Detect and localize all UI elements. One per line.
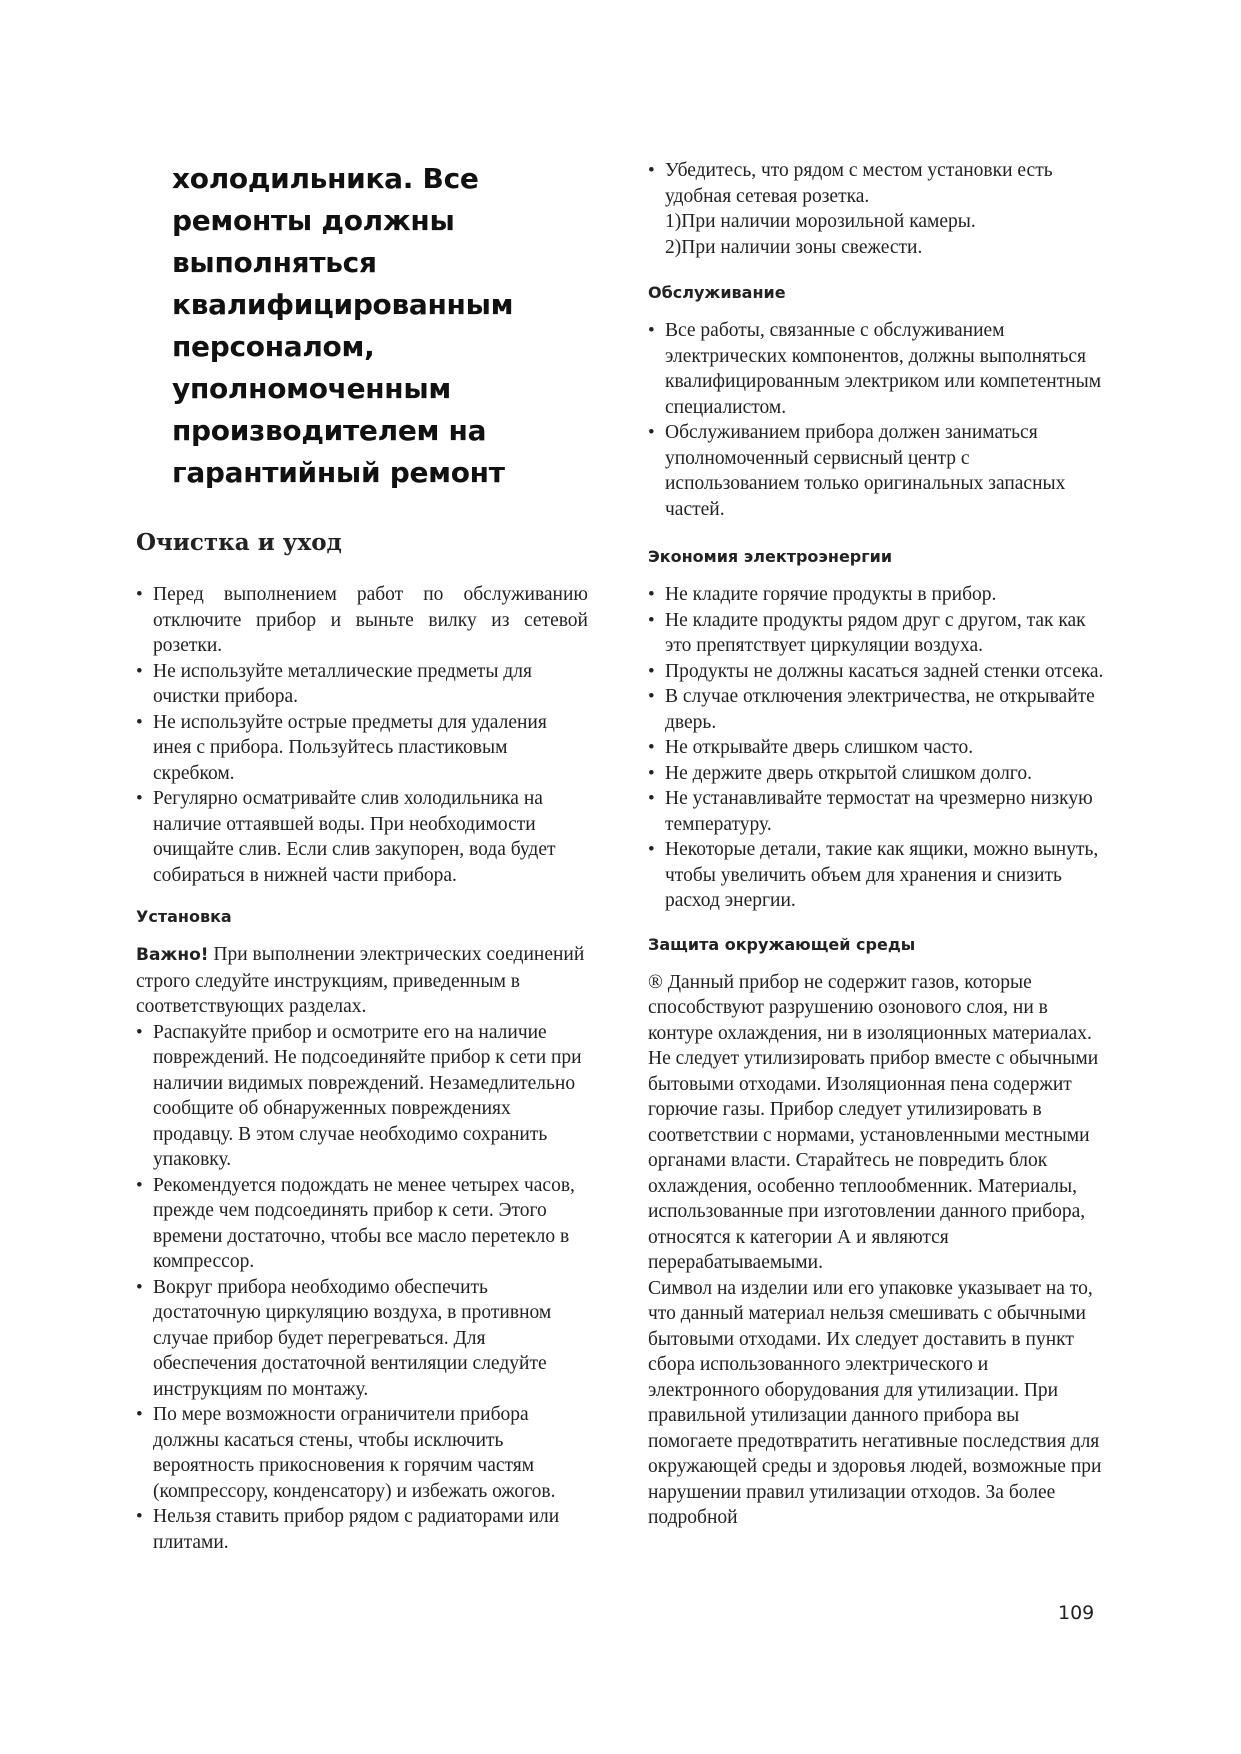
warning-line: квалифицированным	[172, 288, 514, 321]
service-heading: Обслуживание	[648, 283, 786, 302]
right-column	[648, 158, 1104, 1531]
important-text: При выполнении электрических соединений строго следуйте инструкциям, приведенным в соответствующих разделах.	[136, 944, 585, 1017]
warning-line: производителем на	[172, 414, 487, 447]
energy-list	[648, 582, 1104, 914]
environment-heading: Защита окружающей среды	[648, 934, 916, 954]
warning-line: ремонты должны	[172, 204, 455, 237]
list-item: • Не кладите горячие продукты в прибор.	[648, 582, 1104, 608]
list-item: • Не устанавливайте термостат на чрезмерно низкую температуру.	[648, 786, 1104, 837]
environment-paragraph: ® Данный прибор не содержит газов, которые способствуют разрушению озонового слоя, ни в контуре охлаждения, ни в изоляционных материалах. Не следует утилизировать прибор вместе с обычными бытовыми отходами. Изоляционная пена содержит горючие газы. Прибор следует утилизировать в соответствии с нормами, установленными местными органами власти. Старайтесь не повредить блок охлаждения, особенно теплообменник. Материалы, использованные при изготовлении данного прибора, относятся к категории А и являются перерабатываемыми.	[648, 971, 1099, 1273]
environment-paragraph: Символ на изделии или его упаковке указывает на то, что данный материал нельзя смешивать с обычными бытовыми отходами. Их следует доставить в пункт сбора использованного электрического и электронного оборудования для утилизации. При правильной утилизации данного прибора вы помогаете предотвратить негативные последствия для окружающей среды и здоровья людей, возможные при нарушении правил утилизации отходов. За более подробной	[648, 1277, 1102, 1528]
list-item: • Перед выполнением работ по обслуживанию отключите прибор и выньте вилку из сетевой розетки.	[136, 582, 588, 659]
warning-line: выполняться	[172, 246, 377, 279]
list-item: • Не кладите продукты рядом друг с другом, так как это препятствует циркуляции воздуха.	[648, 608, 1104, 659]
left-column	[136, 158, 588, 1555]
cleaning-heading: Очистка и уход	[136, 529, 342, 556]
list-item: • Регулярно осматривайте слив холодильника на наличие оттаявшей воды. При необходимости очищайте слив. Если слив закупорен, вода будет собираться в нижней части прибора.	[136, 786, 588, 888]
warning-line: уполномоченным	[172, 372, 451, 405]
list-item: • Обслуживанием прибора должен заниматься уполномоченный сервисный центр с использованием только оригинальных запасных частей.	[648, 420, 1104, 522]
list-item: • Рекомендуется подождать не менее четырех часов, прежде чем подсоединять прибор к сети. Этого времени достаточно, чтобы все масло перетекло в компрессор.	[136, 1173, 588, 1275]
service-list	[648, 318, 1104, 522]
warning-line: персоналом,	[172, 330, 375, 363]
list-item: • Распакуйте прибор и осмотрите его на наличие повреждений. Не подсоединяйте прибор к сети при наличии видимых повреждений. Незамедлительно сообщите об обнаруженных повреждениях продавцу. В этом случае необходимо сохранить упаковку.	[136, 1020, 588, 1173]
installation-list	[136, 1020, 588, 1556]
cleaning-list	[136, 582, 588, 888]
list-item: • В случае отключения электричества, не открывайте дверь.	[648, 684, 1104, 735]
list-item: • По мере возможности ограничители прибора должны касаться стены, чтобы исключить вероятность прикосновения к горячим частям (компрессору, конденсатору) и избежать ожогов.	[136, 1402, 588, 1504]
footnote-line: 1)При наличии морозильной камеры.	[665, 211, 976, 232]
list-item: • Не используйте острые предметы для удаления инея с прибора. Пользуйтесь пластиковым скребком.	[136, 710, 588, 787]
list-item: • Продукты не должны касаться задней стенки отсека.	[648, 659, 1104, 685]
energy-heading: Экономия электроэнергии	[648, 547, 893, 566]
list-item: • Не используйте металлические предметы для очистки прибора.	[136, 659, 588, 710]
important-label: Важно!	[136, 945, 209, 965]
warning-block	[136, 158, 588, 494]
warning-line: гарантийный ремонт	[172, 456, 505, 489]
list-item	[648, 158, 1104, 260]
list-item: • Вокруг прибора необходимо обеспечить достаточную циркуляцию воздуха, в противном случае прибор будет перегреваться. Для обеспечения достаточной вентиляции следуйте инструкциям по монтажу.	[136, 1275, 588, 1403]
list-item: • Некоторые детали, такие как ящики, можно вынуть, чтобы увеличить объем для хранения и снизить расход энергии.	[648, 837, 1104, 914]
page-number: 109	[1058, 1602, 1095, 1624]
list-item: • Нельзя ставить прибор рядом с радиаторами или плитами.	[136, 1504, 588, 1555]
list-item: • Не держите дверь открытой слишком долго.	[648, 761, 1104, 787]
important-note	[136, 942, 588, 1020]
installation-heading: Установка	[136, 907, 232, 926]
installation-continued-list	[648, 158, 1104, 260]
list-item: • Не открывайте дверь слишком часто.	[648, 735, 1104, 761]
list-item: • Все работы, связанные с обслуживанием электрических компонентов, должны выполняться квалифицированным электриком или компетентным специалистом.	[648, 318, 1104, 420]
footnote-line: 2)При наличии зоны свежести.	[665, 236, 923, 258]
list-item-text: • Убедитесь, что рядом с местом установки есть удобная сетевая розетка.	[665, 160, 1053, 207]
warning-line: холодильника. Все	[172, 162, 479, 195]
